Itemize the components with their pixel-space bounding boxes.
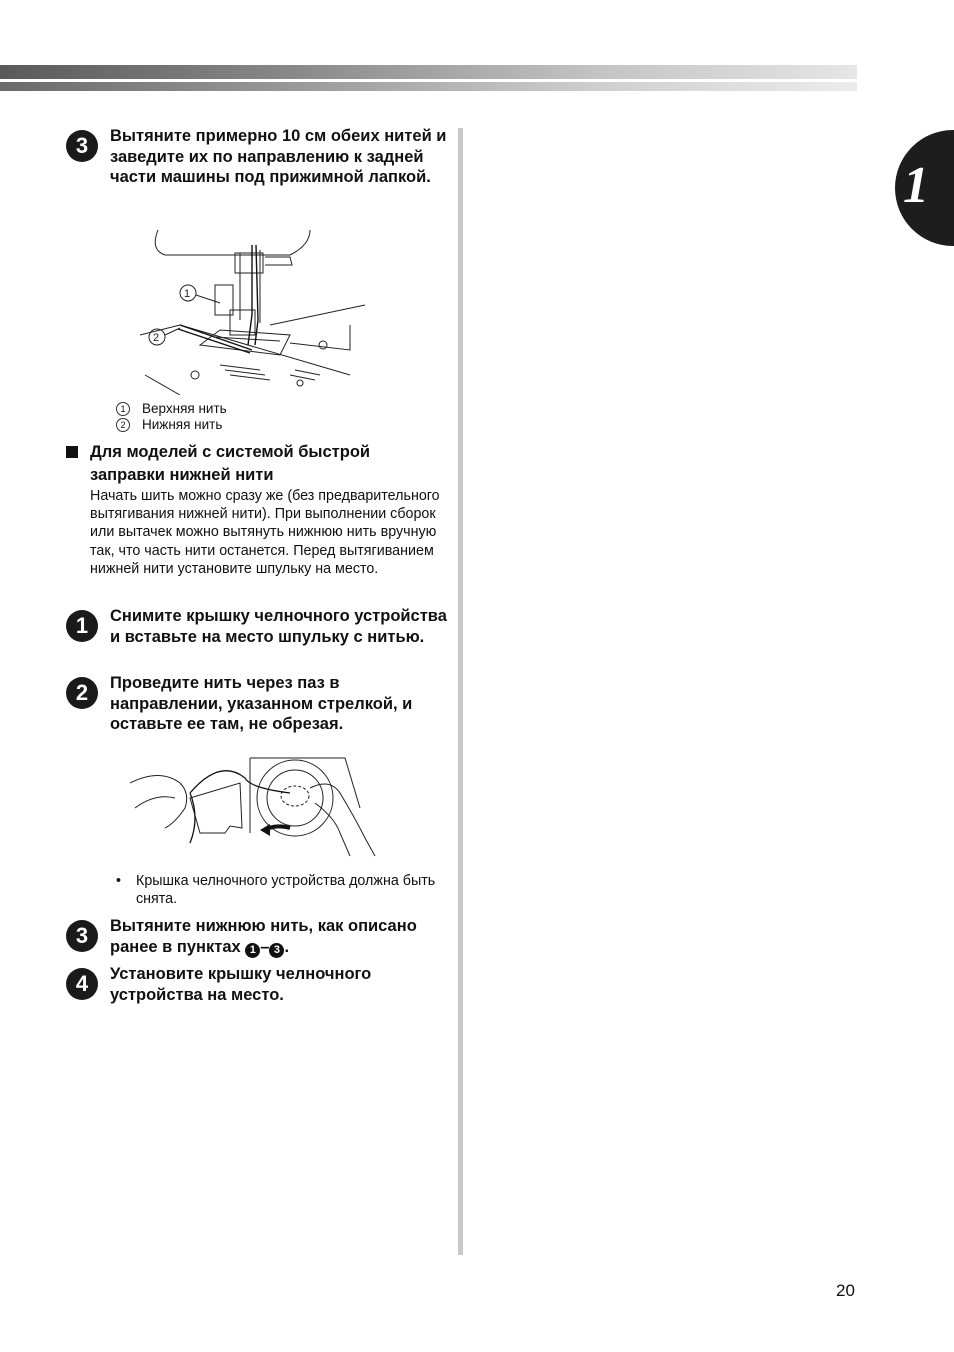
step-text: Снимите крышку челночного устройства и вставьте на место шпульку с нитью. [110, 607, 447, 646]
step-number-badge: 4 [66, 968, 98, 1000]
section-heading-line1: Для моделей с системой быстрой [90, 443, 371, 461]
caption-number: 2 [116, 418, 130, 432]
step-number-badge: 1 [66, 610, 98, 642]
caption-text: Верхняя нить [142, 401, 227, 416]
step-text-end: . [284, 937, 290, 956]
step-text: Вытяните примерно 10 см обеих нитей и заведите их по направлению к задней части машины под прижимной лапкой. [110, 127, 447, 186]
bullet-symbol: • [116, 873, 122, 889]
header-bar-top [0, 65, 857, 79]
step-text-main: Вытяните нижнюю нить, как описано ранее в пунктах [110, 917, 417, 956]
step-number-badge: 3 [66, 920, 98, 952]
step-number-badge: 2 [66, 677, 98, 709]
square-bullet-icon [66, 446, 78, 458]
note-bullet [116, 872, 446, 908]
bullet-text: Крышка челночного устройства должна быть снята. [136, 873, 436, 907]
step-ref-badge-from: 1 [245, 943, 260, 958]
step-text: Проведите нить через паз в направлении, указанном стрелкой, и оставьте ее там, не обрезая. [110, 674, 413, 733]
step-text [110, 916, 450, 958]
caption-upper-thread [116, 401, 227, 417]
caption-lower-thread [116, 417, 222, 433]
chapter-tab [895, 130, 954, 246]
section-body-text: Начать шить можно сразу же (без предварительного вытягивания нижней нити). При выполнении сборок или вытачек можно вытянуть нижнюю нить вручную так, что часть нити останется. Перед вытягиванием нижней нити установите шпульку на место. [90, 488, 440, 577]
section-heading-line2: заправки нижней нити [90, 466, 274, 484]
step-ref-dash: – [260, 937, 270, 956]
page-number: 20 [836, 1281, 855, 1300]
header-bar-bottom [0, 82, 857, 91]
caption-text: Нижняя нить [142, 417, 223, 432]
caption-number: 1 [116, 402, 130, 416]
column-divider [458, 128, 463, 1255]
figure1-label-1: 1 [184, 288, 191, 300]
bobbin-illustration [130, 748, 380, 860]
step-number-badge: 3 [66, 130, 98, 162]
step-text: Установите крышку челночного устройства на место. [110, 965, 372, 1004]
step-ref-badge-to: 3 [269, 943, 284, 958]
section-heading [66, 441, 446, 487]
chapter-number: 1 [903, 157, 929, 214]
presser-foot-illustration [140, 225, 370, 395]
figure1-label-2: 2 [153, 332, 160, 344]
